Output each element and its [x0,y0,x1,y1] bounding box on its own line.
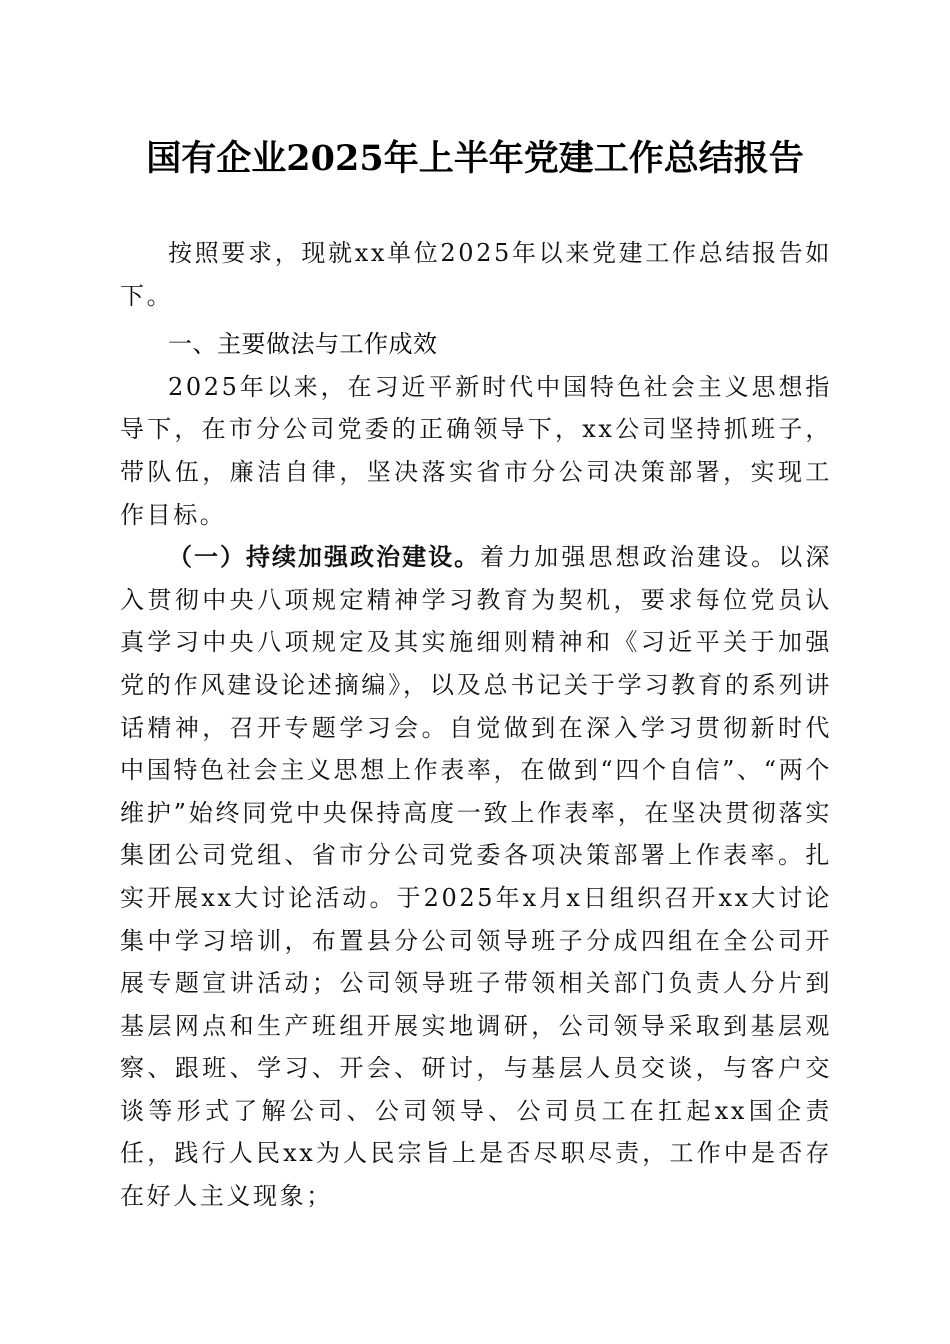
subsection-lead: （一）持续加强政治建设。 [168,542,481,572]
document-title: 国有企业2025年上半年党建工作总结报告 [146,138,804,179]
section-heading: 一、主要做法与工作成效 [168,330,438,359]
subsection-text: 着力加强思想政治建设。以深入贯彻中央八项规定精神学习教育为契机，要求每位党员认真学习中央八项规定及其实施细则精神和《习近平关于加强党的作风建设论述摘编》，以及总书记关于学习教育的系列讲话精神，召开专题学习会。自觉做到在深入学习贯彻新时代中国特色社会主义思想上作表率，在做到“四个自信”、“两个维护”始终同党中央保持高度一致上作表率，在坚决贯彻落实集团公司党组、省市分公司党委各项决策部署上作表率。扎实开展xx大讨论活动。于2025年x月x日组织召开xx大讨论集中学习培训，布置县分公司领导班子分成四组在全公司开展专题宣讲活动；公司领导班子带领相关部门负责人分片到基层网点和生产班组开展实地调研，公司领导采取到基层观察、跟班、学习、开会、研讨，与基层人员交谈，与客户交谈等形式了解公司、公司领导、公司员工在扛起xx国企责任，践行人民xx为人民宗旨上是否尽职尽责，工作中是否存在好人主义现象； [120,543,832,1211]
section-paragraph: 2025年以来，在习近平新时代中国特色社会主义思想指导下，在市分公司党委的正确领导下，xx公司坚持抓班子，带队伍，廉洁自律，坚决落实省市分公司决策部署，实现工作目标。 [120,372,832,529]
document-body [120,232,832,1218]
intro-paragraph: 按照要求，现就xx单位2025年以来党建工作总结报告如下。 [120,239,832,310]
subsection-paragraph [120,536,832,1218]
